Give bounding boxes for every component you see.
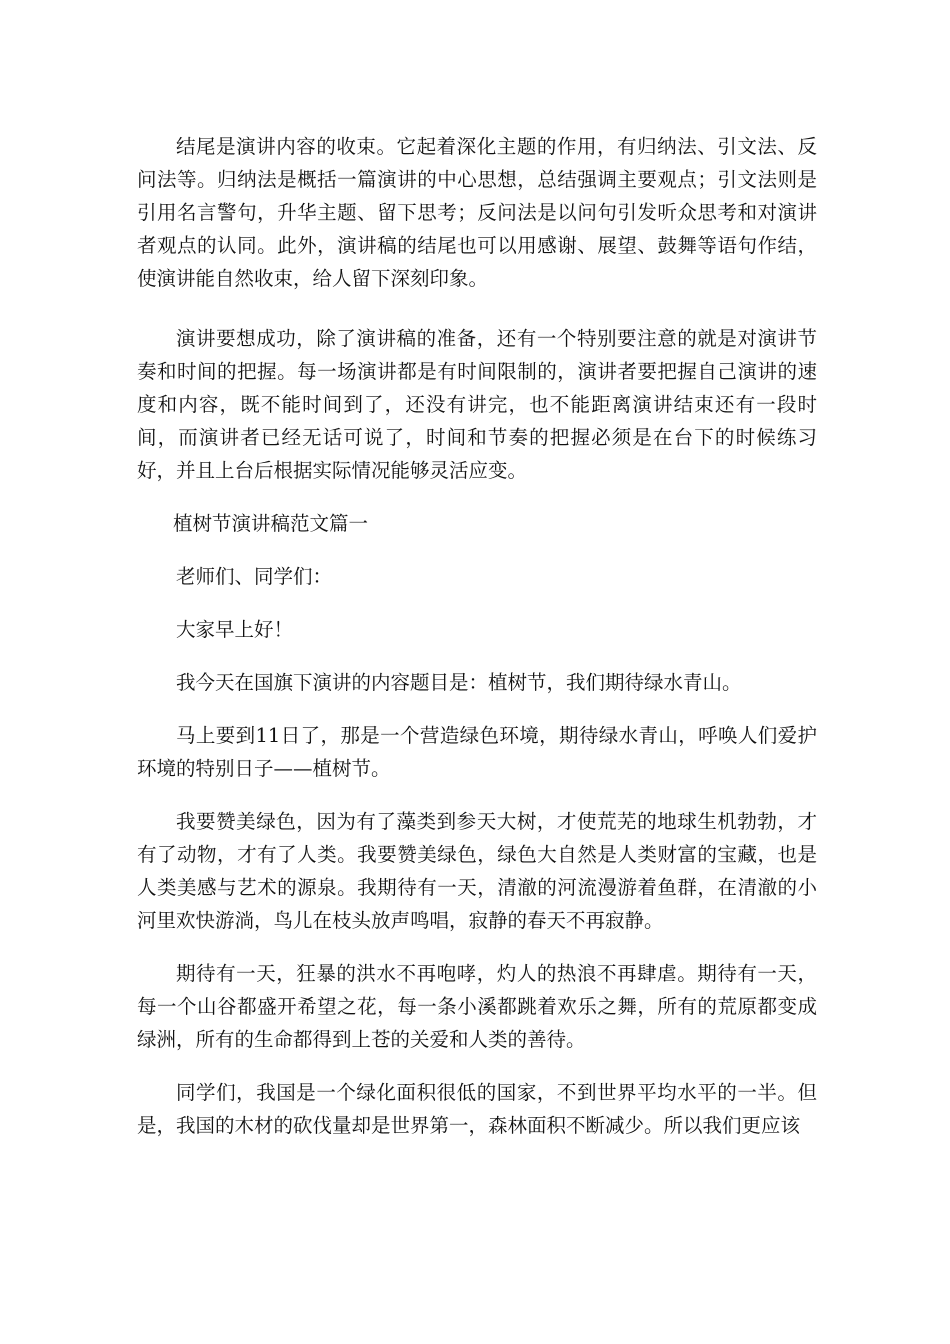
section-title: 植树节演讲稿范文篇一 <box>173 512 369 535</box>
speech-topic: 我今天在国旗下演讲的内容题目是：植树节，我们期待绿水青山。 <box>176 671 742 694</box>
paragraph-ending-methods: 结尾是演讲内容的收束。它起着深化主题的作用，有归纳法、引文法、反问法等。归纳法是概括一篇演讲的中心思想，总结强调主要观点；引文法则是引用名言警句，升华主题、留下思考；反问法是以问句引发听众思考和对演讲者观点的认同。此外，演讲稿的结尾也可以用感谢、展望、鼓舞等语句作结，使演讲能自然收束，给人留下深刻印象。 <box>137 135 817 290</box>
speech-paragraph: 我要赞美绿色，因为有了藻类到参天大树，才使荒芜的地球生机勃勃，才有了动物，才有了人类。我要赞美绿色，绿色大自然是人类财富的宝藏，也是人类美感与艺术的源泉。我期待有一天，清澈的河流漫游着鱼群，在清澈的小河里欢快游淌，鸟儿在枝头放声鸣唱，寂静的春天不再寂静。 <box>137 810 817 932</box>
speech-greeting: 大家早上好！ <box>176 618 294 641</box>
speech-paragraph: 马上要到11日了，那是一个营造绿色环境，期待绿水青山，呼唤人们爱护环境的特别日子——植树节。 <box>137 724 817 780</box>
speech-paragraph: 同学们，我国是一个绿化面积很低的国家，不到世界平均水平的一半。但是，我国的木材的砍伐量却是世界第一，森林面积不断减少。所以我们更应该 <box>137 1081 817 1137</box>
speech-salutation: 老师们、同学们： <box>176 565 333 588</box>
paragraph-timing: 演讲要想成功，除了演讲稿的准备，还有一个特别要注意的就是对演讲节奏和时间的把握。每一场演讲都是有时间限制的，演讲者要把握自己演讲的速度和内容，既不能时间到了，还没有讲完，也不能距离演讲结束还有一段时间，而演讲者已经无话可说了，时间和节奏的把握必须是在台下的时候练习好，并且上台后根据实际情况能够灵活应变。 <box>137 327 817 482</box>
speech-paragraph: 期待有一天，狂暴的洪水不再咆哮，灼人的热浪不再肆虐。期待有一天，每一个山谷都盛开希望之花，每一条小溪都跳着欢乐之舞，所有的荒原都变成绿洲，所有的生命都得到上苍的关爱和人类的善待。 <box>137 962 817 1051</box>
document-body <box>137 130 817 1162</box>
